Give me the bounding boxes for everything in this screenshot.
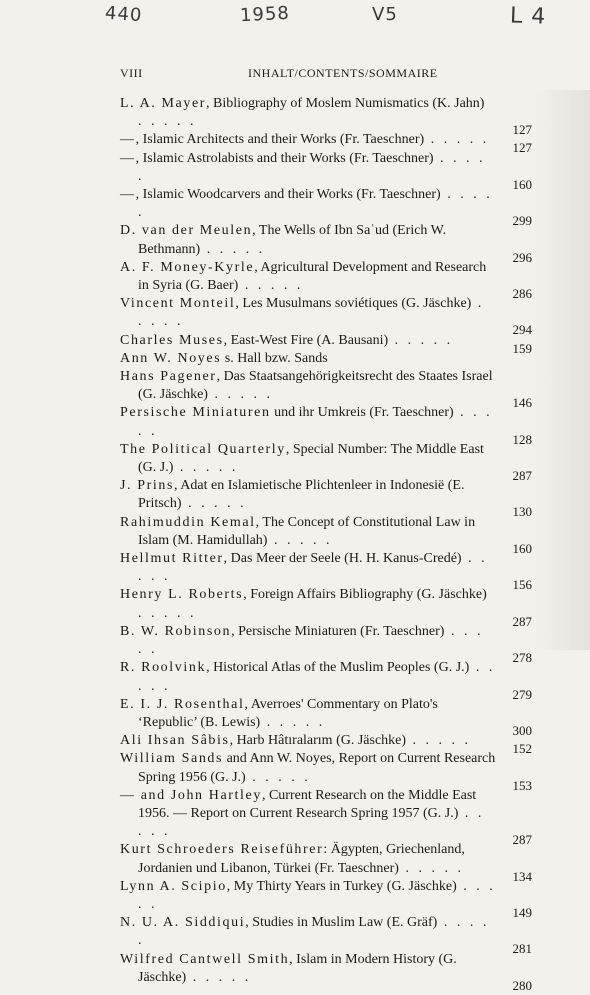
entry-text [120, 914, 496, 950]
entry-title: , Harb Hâtıralarım (G. Jäschke) [229, 733, 407, 749]
entry-text [120, 259, 496, 295]
entry-text [120, 295, 496, 331]
entry-text [120, 841, 496, 877]
entry-text [120, 732, 496, 750]
entry-text [120, 951, 496, 987]
entry-title: , Das Meer der Seele (H. H. Kanus-Credé) [223, 551, 462, 567]
entry-text [120, 477, 496, 513]
handwritten-note: L 4 [509, 3, 547, 30]
entry-text [120, 404, 496, 440]
leader-dots: . . . . . [424, 132, 490, 148]
page-title: INHALT/CONTENTS/SOMMAIRE [248, 66, 438, 80]
leader-dots: . . . . . [138, 296, 485, 330]
entry-page-number: 127 [512, 140, 532, 156]
entry-author: — [120, 150, 136, 166]
entry-page-number: 156 [512, 577, 532, 593]
entry-text [120, 222, 496, 258]
entry-title: , Islamic Architects and their Works (Fr. Taeschner) [135, 132, 425, 148]
toc-entry [120, 696, 532, 738]
entry-text [120, 659, 496, 695]
toc-entry [120, 914, 532, 957]
entry-page-number: 278 [512, 650, 532, 666]
entry-author: — [120, 132, 136, 148]
entry-author: The Political Quarterly [120, 441, 286, 457]
entry-author: Charles Muses [120, 332, 224, 348]
leader-dots: . . . . . [260, 714, 326, 730]
entry-author: Persische Miniaturen [120, 405, 271, 421]
toc-entry [120, 368, 532, 411]
toc-entry [120, 222, 532, 265]
entry-title: s. Hall bzw. Sands [221, 350, 328, 366]
toc-entry [120, 95, 532, 138]
entry-page-number: 128 [512, 431, 532, 447]
entry-title: , Current Research on the Middle East 1956. — Report on Current Research Spring 1957 (G. J.) [138, 787, 477, 821]
entry-page-number: 160 [512, 176, 532, 192]
leader-dots: . . . . . [138, 405, 493, 439]
entry-text [120, 623, 496, 659]
leader-dots: . . . . . [138, 187, 493, 221]
entry-text [120, 514, 496, 550]
toc-entry [120, 259, 532, 302]
entry-title: , Les Musulmans soviétiques (G. Jäschke) [235, 296, 472, 312]
entry-title: , Bibliography of Moslem Numismatics (K. Jahn) [206, 96, 485, 111]
entry-author: — and John Hartley [120, 787, 262, 803]
entry-text [120, 696, 496, 732]
entry-page-number: 149 [512, 904, 532, 920]
toc-entry [120, 550, 532, 593]
toc-entry [120, 477, 532, 520]
leader-dots: . . . . . [186, 969, 252, 985]
entry-title: and Ann W. Noyes, Report on Current Research Spring 1956 (G. J.) [138, 751, 496, 785]
entry-title: , Historical Atlas of the Muslim Peoples (G. J.) [206, 660, 470, 676]
entry-title: , The Wells of Ibn Saʿud (Erich W. Bethmann) [138, 223, 447, 257]
entry-title: , Studies in Muslim Law (E. Gräf) [245, 915, 438, 931]
entry-title: , Averroes' Commentary on Plato's ‘Republic’ (B. Lewis) [138, 696, 438, 730]
leader-dots: . . . . . [138, 605, 197, 621]
leader-dots: . . . . . [207, 387, 273, 403]
entry-page-number: 294 [512, 322, 532, 338]
leader-dots: . . . . . [138, 551, 488, 585]
entry-title: , Islam in Modern History (G. Jäschke) [138, 951, 457, 985]
entry-title: und ihr Umkreis (Fr. Taeschner) [270, 405, 454, 421]
entry-text [120, 368, 496, 404]
leader-dots: . . . . . [406, 733, 472, 749]
entry-page-number: 134 [512, 868, 532, 884]
entry-text [120, 95, 496, 131]
entry-title: , East-West Fire (A. Bausani) [223, 332, 389, 348]
toc-entry [120, 150, 532, 192]
entry-page-number: 279 [512, 686, 532, 702]
entry-author: Ali Ihsan Sâbis [120, 733, 230, 749]
toc-entry [120, 186, 532, 229]
entry-page-number: 287 [512, 832, 532, 848]
entry-author: B. W. Robinson [120, 623, 232, 639]
entry-title: , Islamic Woodcarvers and their Works (Fr. Taeschner) [135, 187, 441, 203]
entry-author: A. F. Money-Kyrle [120, 259, 255, 275]
entry-page-number: 286 [512, 286, 532, 302]
entry-page-number: 300 [512, 722, 532, 738]
leader-dots: . . . . . [388, 332, 454, 348]
entry-author: Henry L. Roberts [120, 587, 244, 603]
entry-page-number: 287 [512, 468, 532, 484]
entry-title: , My Thirty Years in Turkey (G. Jäschke) [226, 878, 457, 894]
entry-author: Vincent Monteil [120, 296, 236, 312]
entry-title: , Das Staatsangehörigkeitsrecht des Staates Israel (G. Jäschke) [138, 369, 493, 403]
entry-author: Kurt Schroeders Reiseführer [120, 842, 324, 858]
page-bleed-shadow [536, 90, 590, 650]
entry-text [120, 878, 496, 914]
toc-entry [120, 659, 532, 702]
entry-author: Rahimuddin Kemal [120, 514, 256, 530]
toc-entry [120, 350, 532, 368]
toc-entry [120, 841, 532, 884]
entry-author: Hellmut Ritter [120, 551, 224, 567]
leader-dots: . . . . . [398, 860, 464, 876]
entry-author: Wilfred Cantwell Smith [120, 951, 290, 967]
entry-title: , Agricultural Development and Research in Syria (G. Baer) [138, 259, 487, 294]
handwritten-note: 440 [104, 2, 144, 27]
entry-page-number: 127 [512, 122, 532, 138]
toc-entry [120, 732, 532, 757]
contents-list [120, 95, 532, 993]
toc-entry [120, 441, 532, 484]
leader-dots: . . . . . [173, 460, 239, 476]
leader-dots: . . . . . [138, 660, 496, 694]
handwritten-note: 1958 [239, 2, 291, 27]
entry-author: Ann W. Noyes [120, 350, 222, 366]
entry-author: J. Prins [120, 478, 175, 494]
leader-dots: . . . . . [138, 623, 484, 658]
leader-dots: . . . . . [138, 915, 490, 949]
toc-entry [120, 332, 532, 356]
entry-page-number: 280 [512, 977, 532, 993]
toc-entry [120, 623, 532, 666]
leader-dots: . . . . . [200, 241, 266, 257]
leader-dots: . . . . . [238, 278, 304, 294]
entry-page-number: 153 [512, 777, 532, 793]
entry-title: , Special Number: The Middle East (G. J.) [138, 441, 484, 476]
leader-dots: . . . . . [138, 805, 485, 840]
leader-dots: . . . . . [267, 532, 333, 548]
entry-text [120, 750, 496, 786]
entry-author: William Sands [120, 751, 224, 767]
entry-page-number: 299 [512, 213, 532, 229]
entry-title: , Adat en Islamietische Plichtenleer in Indonesië (E. Pritsch) [138, 478, 465, 512]
entry-page-number: 160 [512, 540, 532, 556]
entry-title: , Foreign Affairs Bibliography (G. Jäschke) [243, 587, 487, 603]
entry-text [120, 150, 496, 186]
entry-author: E. I. J. Rosenthal [120, 696, 245, 712]
leader-dots: . . . . . [181, 496, 247, 512]
entry-author: L. A. Mayer [120, 96, 207, 111]
entry-text [120, 441, 496, 477]
entry-author: Lynn A. Scipio [120, 878, 227, 894]
toc-entry [120, 787, 532, 848]
entry-text [120, 350, 496, 368]
entry-page-number: 152 [512, 741, 532, 757]
entry-title: , Persische Miniaturen (Fr. Taeschner) [231, 623, 445, 639]
entry-title: : Ägypten, Griechenland, Jordanien und Libanon, Türkei (Fr. Taeschner) [138, 842, 465, 876]
entry-text [120, 787, 496, 842]
entry-author: N. U. A. Siddiqui [120, 915, 246, 931]
toc-entry [120, 131, 532, 156]
entry-page-number: 281 [512, 941, 532, 957]
entry-page-number: 296 [512, 249, 532, 265]
entry-text [120, 332, 496, 350]
toc-entry [120, 514, 532, 556]
entry-page-number: 287 [512, 613, 532, 629]
toc-entry [120, 750, 532, 793]
entry-author: R. Roolvink [120, 660, 207, 676]
toc-entry [120, 586, 532, 629]
entry-page-number: 159 [512, 340, 532, 356]
toc-entry [120, 295, 532, 338]
entry-title: , The Concept of Constitutional Law in Islam (M. Hamidullah) [138, 514, 476, 548]
entry-author: — [120, 187, 136, 203]
entry-text [120, 586, 496, 622]
page-number: VIII [120, 66, 143, 80]
entry-text [120, 131, 496, 149]
entry-page-number: 146 [512, 395, 532, 411]
leader-dots: . . . . . [138, 878, 496, 912]
entry-author: Hans Pagener [120, 369, 217, 385]
entry-text [120, 550, 496, 586]
leader-dots: . . . . . [245, 769, 311, 785]
handwritten-note: V5 [372, 4, 398, 25]
toc-entry [120, 878, 532, 920]
entry-author: D. van der Meulen [120, 223, 253, 239]
leader-dots: . . . . . [138, 114, 197, 130]
toc-entry [120, 951, 532, 993]
toc-entry [120, 404, 532, 447]
entry-title: , Islamic Astrolabists and their Works (Fr. Taeschner) [135, 150, 434, 166]
leader-dots: . . . . . [138, 150, 486, 184]
entry-page-number: 130 [512, 504, 532, 520]
entry-text [120, 186, 496, 222]
